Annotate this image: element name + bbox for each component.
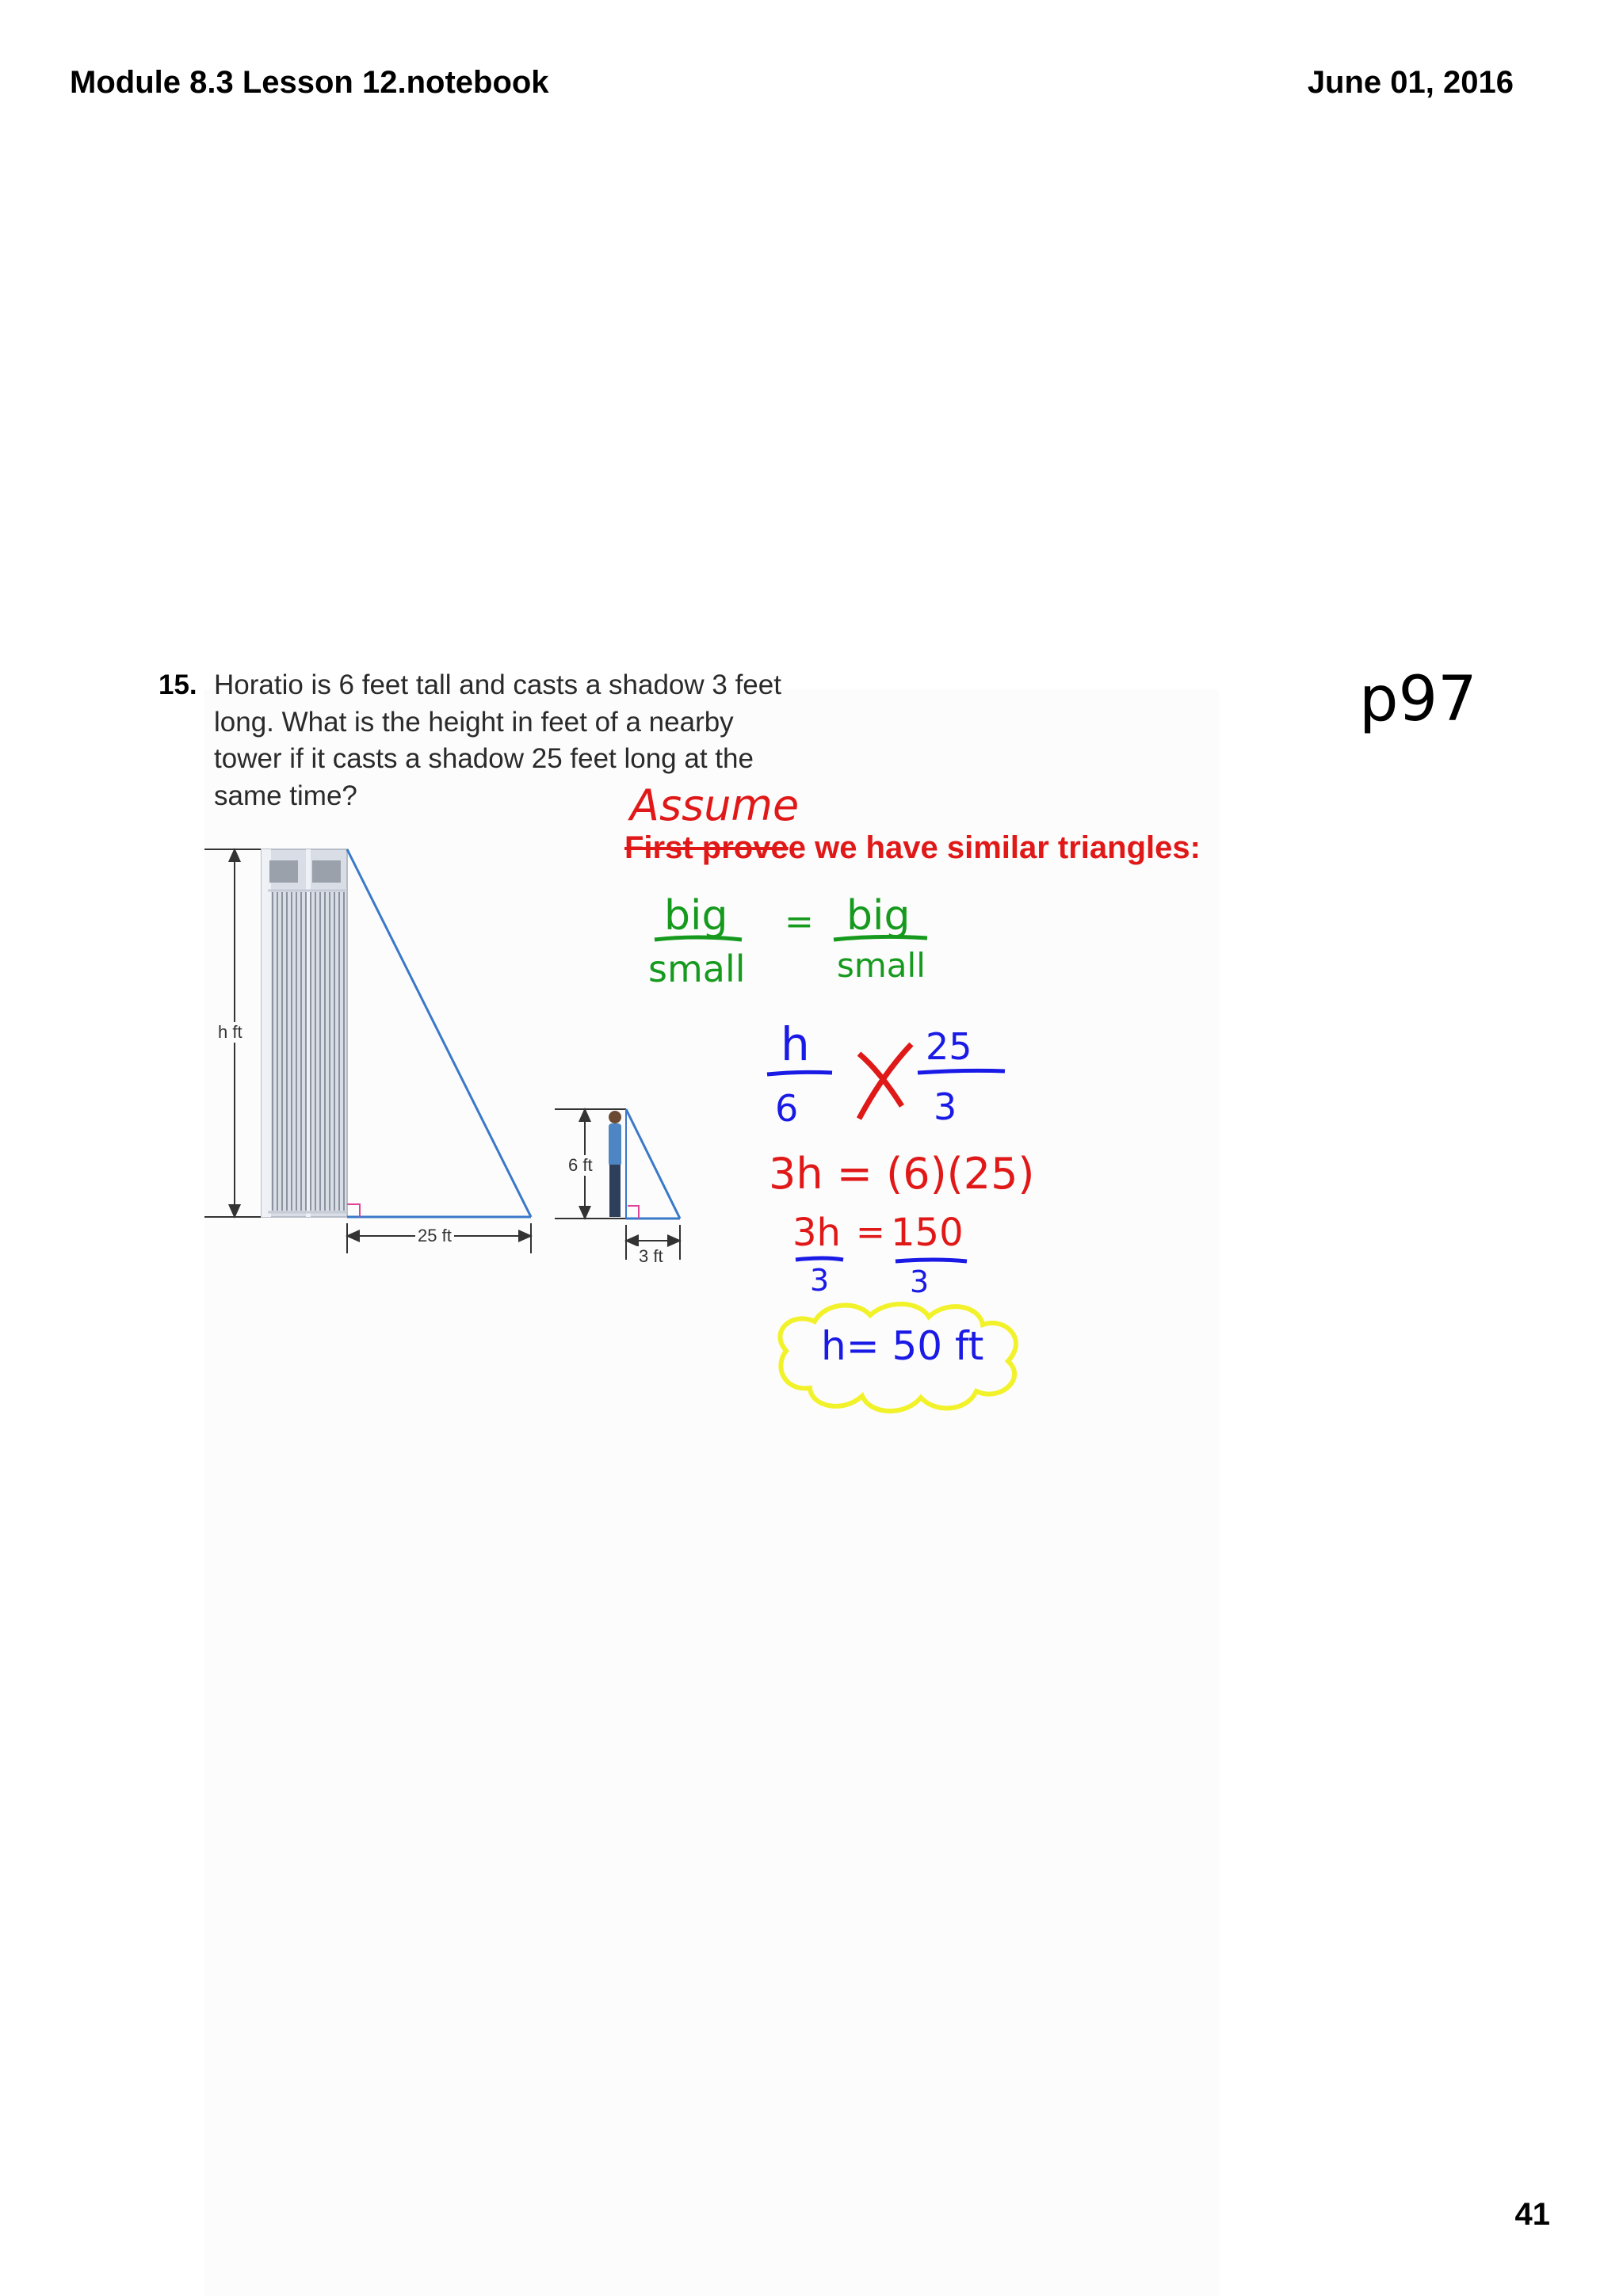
ratio-small-right: small [837,946,926,985]
equation-divide-right: 150 [891,1211,964,1255]
struck-text: First prove [624,830,789,865]
proportion-25: 25 [926,1025,972,1068]
equation-divide-left: 3h [792,1211,841,1255]
divide-bar-left [796,1258,843,1260]
page-number: 41 [1514,2197,1550,2232]
tower-height-label: h ft [216,1022,245,1043]
answer-highlight-cloud [780,1304,1016,1411]
proportion-6: 6 [775,1087,799,1130]
ratio-bar-left [655,937,742,940]
ratio-big-right: big [846,892,911,940]
ratio-equals: = [785,902,814,942]
problem-text: Horatio is 6 feet tall and casts a shadow 3 feet long. What is the height in feet of a nearby tower if it casts a shadow 25 feet long at the same time? [214,669,781,811]
proportion-bar-right [918,1070,1005,1073]
ratio-small-left: small [648,948,746,990]
divisor-left: 3 [810,1263,830,1298]
person-height-label: 6 ft [566,1155,595,1176]
problem-number: 15. [158,669,197,700]
tower-shadow-label: 25 ft [415,1226,454,1246]
notebook-title: Module 8.3 Lesson 12.notebook [70,65,549,100]
handwritten-assume: Assume [630,780,800,830]
proportion-bar-left [767,1072,832,1074]
ratio-bar-right [834,936,927,940]
divisor-right: 3 [910,1264,930,1299]
page-reference: p97 [1359,664,1477,735]
heading-rest: e we have similar triangles: [788,830,1201,865]
proportion-h: h [781,1017,810,1071]
equation-cross-multiply: 3h = (6)(25) [769,1149,1035,1199]
divide-bar-right [896,1260,967,1261]
page-date: June 01, 2016 [1307,65,1514,100]
equation-divide-equals: = [856,1212,885,1253]
person-shadow-label: 3 ft [636,1246,666,1267]
proportion-3: 3 [934,1085,957,1128]
ratio-big-left: big [664,892,728,940]
answer-text: h= 50 ft [821,1323,984,1369]
